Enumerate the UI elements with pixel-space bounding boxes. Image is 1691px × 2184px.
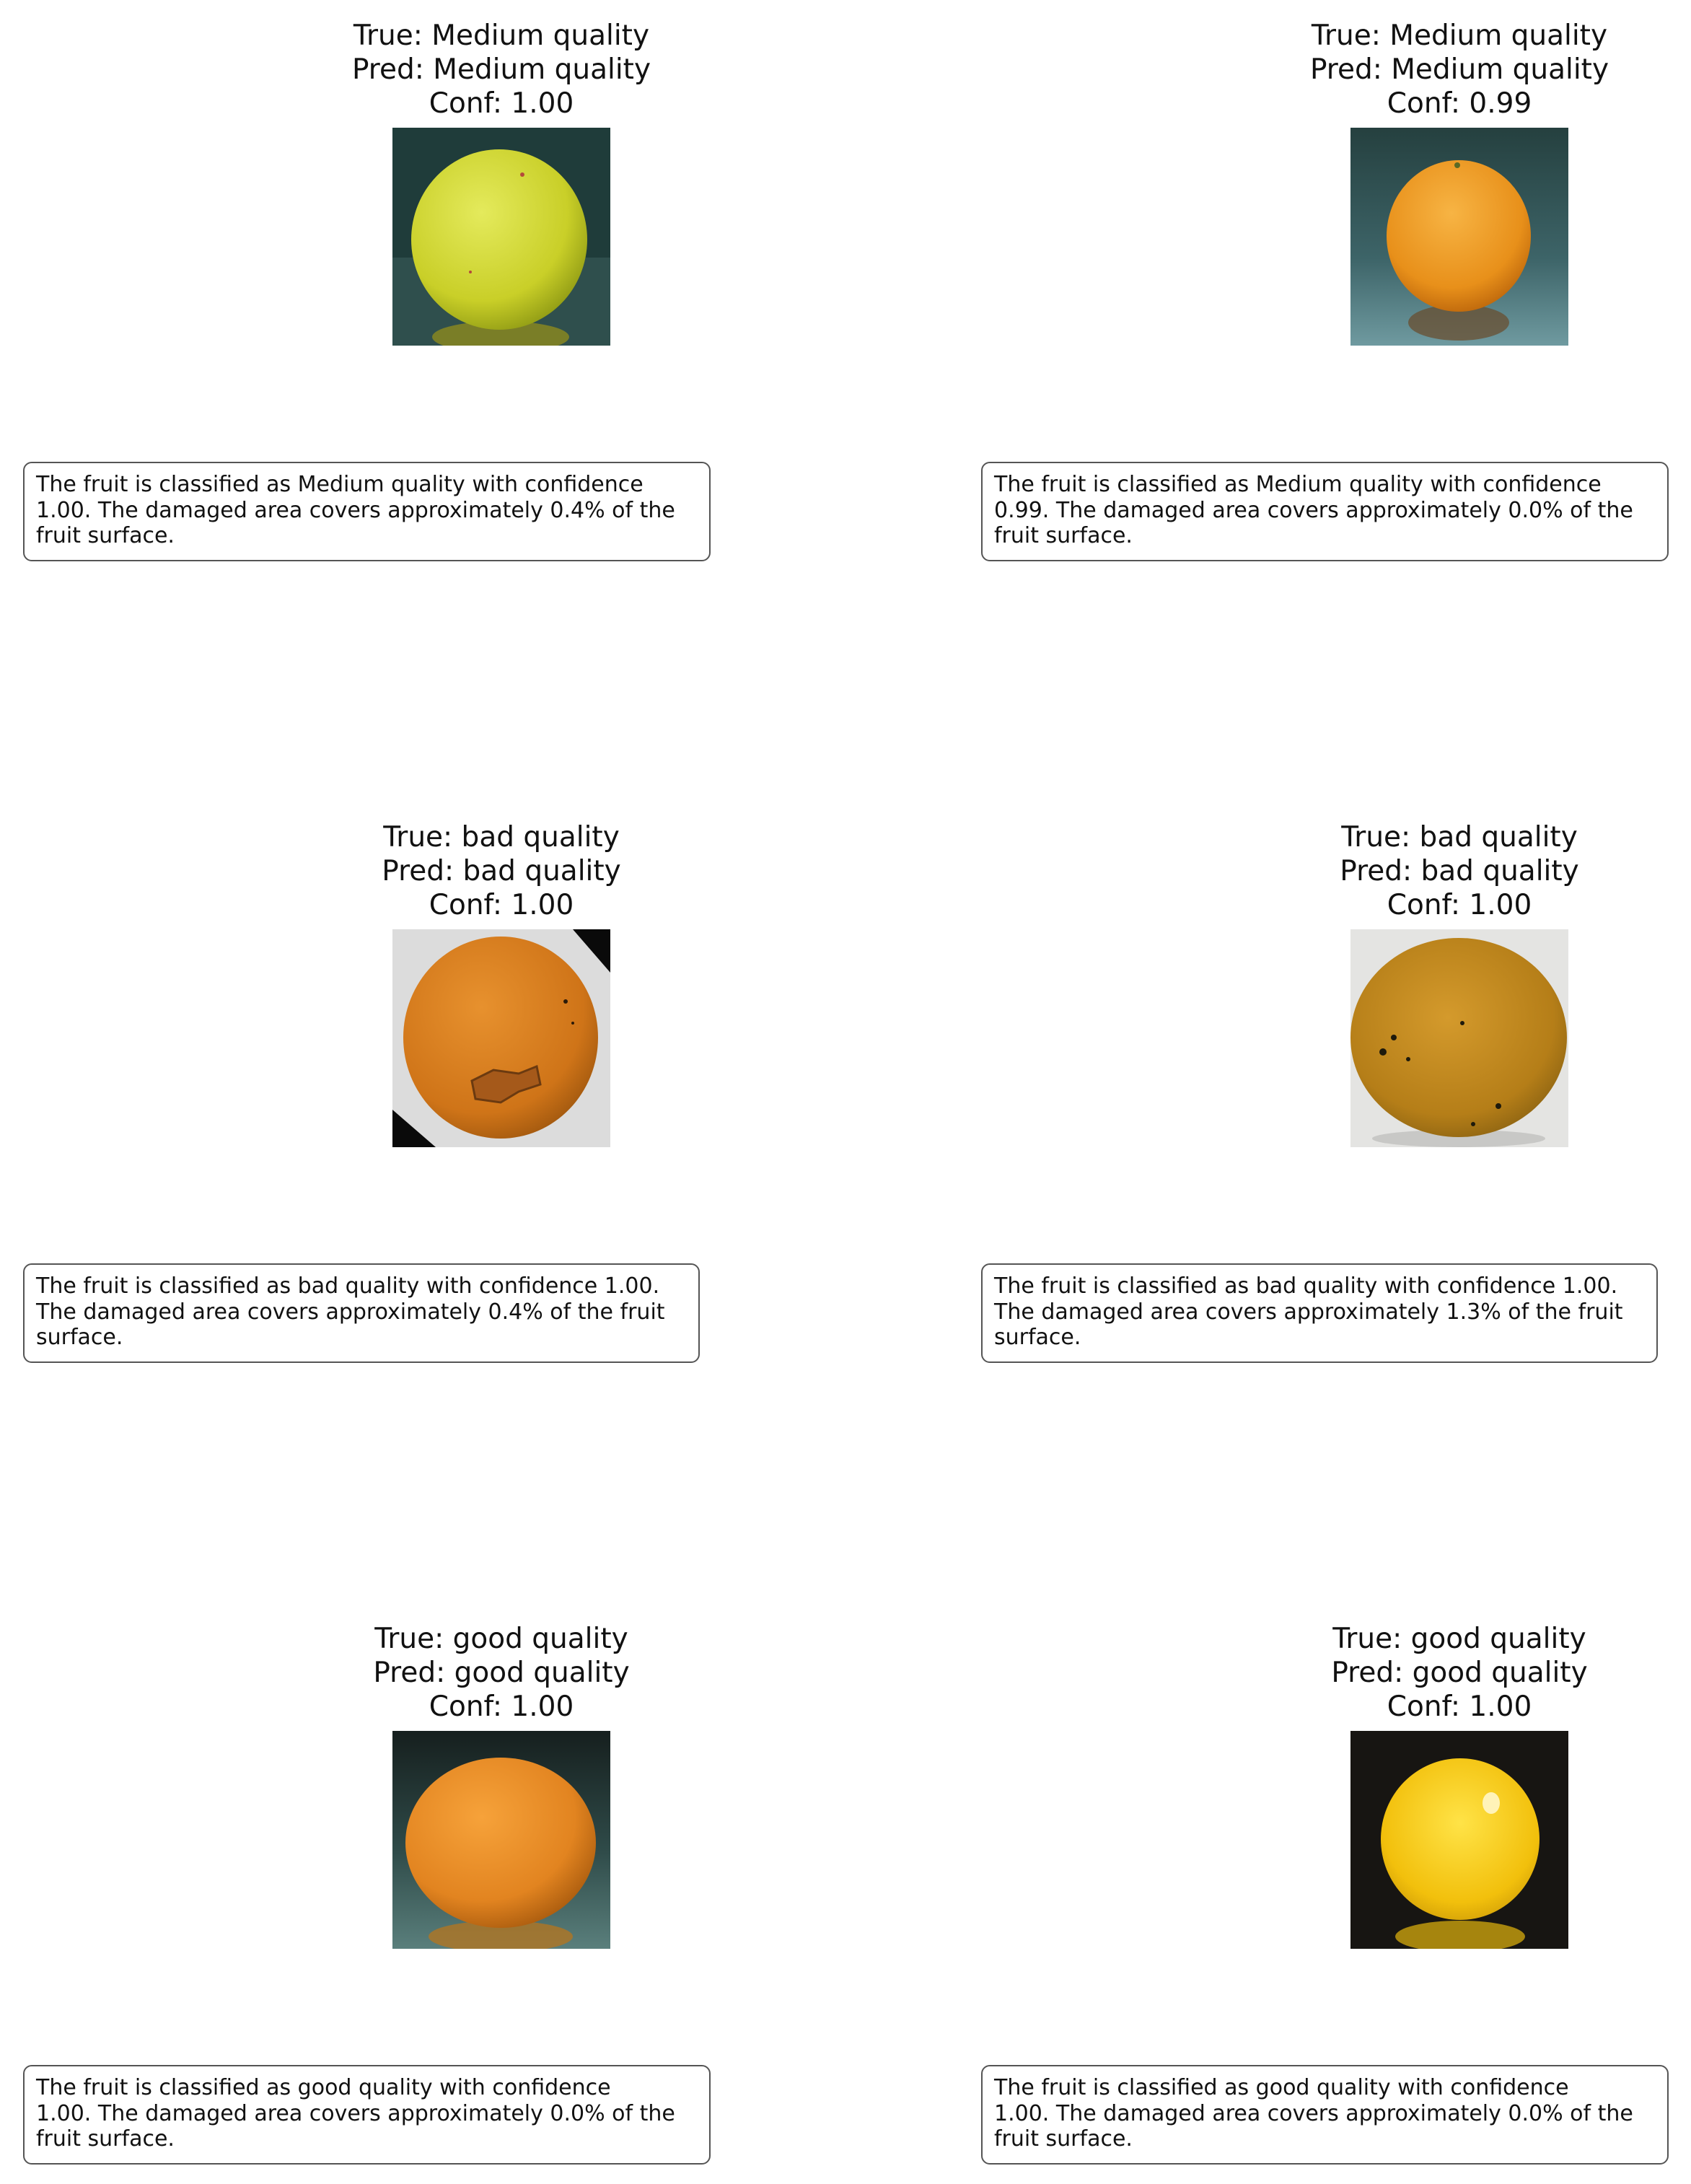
panel-title: [285, 820, 718, 922]
conf-label: Conf: 1.00: [1387, 889, 1532, 921]
conf-label: Conf: 1.00: [429, 889, 574, 921]
true-label: True: bad quality: [383, 821, 620, 854]
conf-label: Conf: 0.99: [1387, 87, 1532, 120]
yellow-green-orange-photo: [392, 128, 610, 346]
pred-label: Pred: Medium quality: [351, 53, 651, 86]
panel-title: [1243, 19, 1676, 120]
pred-label: Pred: good quality: [373, 1657, 630, 1689]
description-box: The fruit is classified as Medium quality with confidence 0.99. The damaged area covers approximately 0.0% of the fruit surface.: [981, 462, 1669, 561]
damaged-orange-photo: [392, 929, 610, 1147]
description-box: The fruit is classified as Medium quality with confidence 1.00. The damaged area covers approximately 0.4% of the fruit surface.: [23, 462, 711, 561]
conf-label: Conf: 1.00: [429, 87, 574, 120]
true-label: True: Medium quality: [353, 19, 650, 52]
orange-fruit-photo: [392, 1731, 610, 1949]
description-box: The fruit is classified as bad quality with confidence 1.00. The damaged area covers approximately 1.3% of the fruit surface.: [981, 1263, 1658, 1363]
spotted-orange-photo: [1350, 929, 1568, 1147]
true-label: True: good quality: [374, 1623, 628, 1655]
description-box: The fruit is classified as bad quality with confidence 1.00. The damaged area covers approximately 0.4% of the fruit surface.: [23, 1263, 700, 1363]
pred-label: Pred: bad quality: [1340, 855, 1579, 887]
small-orange-photo: [1350, 128, 1568, 346]
pred-label: Pred: bad quality: [382, 855, 621, 887]
pred-label: Pred: Medium quality: [1309, 53, 1609, 86]
panel-title: [1243, 820, 1676, 922]
true-label: True: Medium quality: [1311, 19, 1608, 52]
true-label: True: good quality: [1332, 1623, 1586, 1655]
bright-yellow-orange-photo: [1350, 1731, 1568, 1949]
conf-label: Conf: 1.00: [1387, 1690, 1532, 1723]
panel-title: [285, 1622, 718, 1724]
panel-title: [1243, 1622, 1676, 1724]
pred-label: Pred: good quality: [1331, 1657, 1588, 1689]
conf-label: Conf: 1.00: [429, 1690, 574, 1723]
description-box: The fruit is classified as good quality with confidence 1.00. The damaged area covers approximately 0.0% of the fruit surface.: [981, 2065, 1669, 2165]
true-label: True: bad quality: [1341, 821, 1578, 854]
panel-title: [285, 19, 718, 120]
description-box: The fruit is classified as good quality with confidence 1.00. The damaged area covers approximately 0.0% of the fruit surface.: [23, 2065, 711, 2165]
